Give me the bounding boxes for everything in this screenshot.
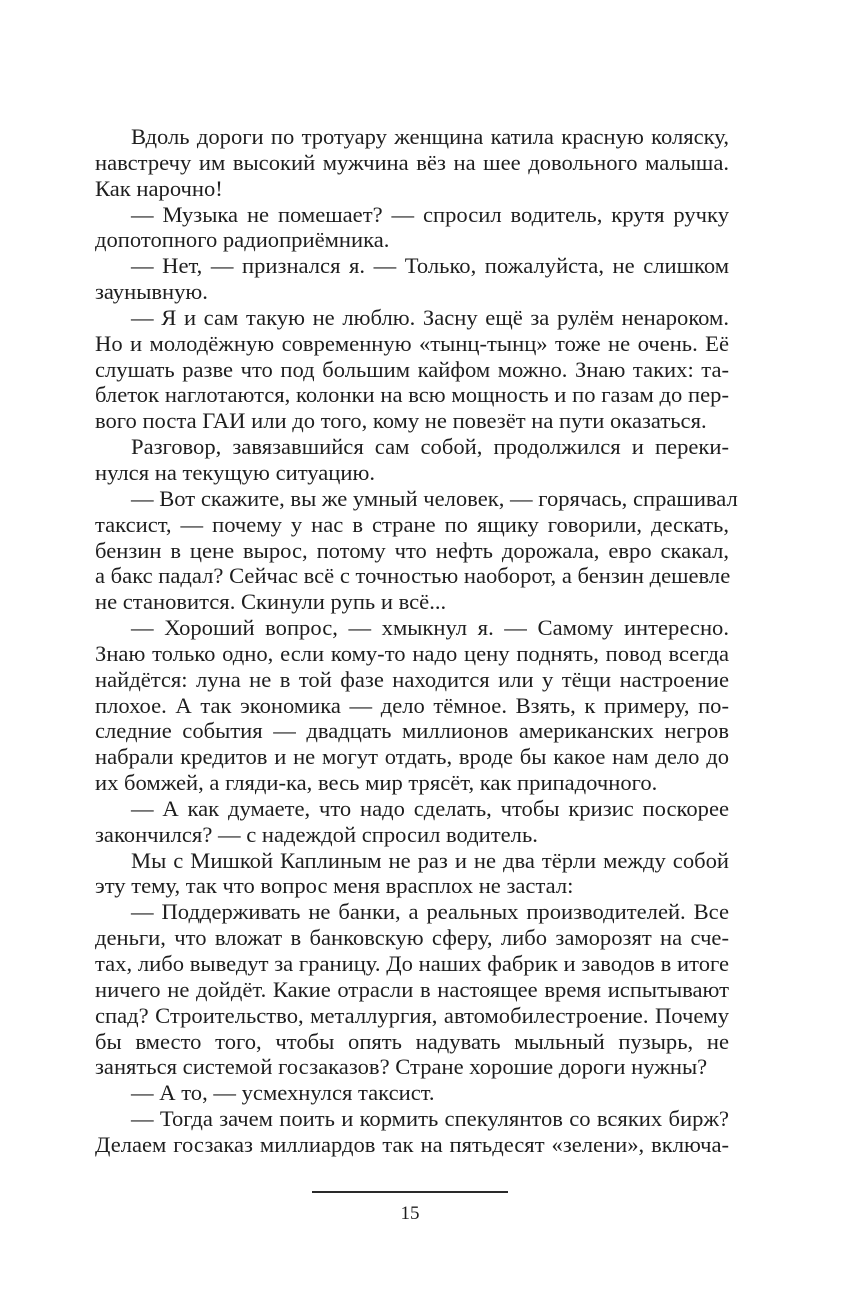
text-line: — Нет, — признался я. — Только, пожалуйста, не слишком bbox=[131, 253, 729, 279]
text-line: слушать разве что под большим кайфом можно. Знаю таких: та- bbox=[95, 356, 729, 382]
text-line: — Музыка не помешает? — спросил водитель, крутя ручку bbox=[131, 201, 729, 227]
text-line: — Поддерживать не банки, а реальных производителей. Все bbox=[131, 899, 729, 925]
text-line: закончился? — с надеждой спросил водитель. bbox=[95, 821, 538, 847]
footer-divider bbox=[312, 1191, 508, 1193]
text-line: Но и молодёжную современную «тынц-тынц» тоже не очень. Её bbox=[95, 330, 729, 356]
text-line: Как нарочно! bbox=[95, 175, 223, 201]
text-line: — Я и сам такую не люблю. Засну ещё за рулём ненароком. bbox=[131, 304, 729, 330]
text-line: вого поста ГАИ или до того, кому не повезёт на пути оказаться. bbox=[95, 408, 707, 434]
text-line: — Вот скажите, вы же умный человек, — горячась, спрашивал bbox=[131, 485, 738, 511]
text-line: не становится. Скинули рупь и всё... bbox=[95, 589, 447, 615]
text-line: — Тогда зачем поить и кормить спекулянтов со всяких бирж? bbox=[131, 1106, 729, 1132]
text-line: Мы с Мишкой Каплиным не раз и не два тёрли между собой bbox=[131, 847, 729, 873]
text-line: найдётся: луна не в той фазе находится или у тёщи настроение bbox=[95, 666, 729, 692]
text-line: Разговор, завязавшийся сам собой, продолжился и переки- bbox=[131, 434, 729, 460]
page-number: 15 bbox=[400, 1203, 420, 1224]
text-line: заунывную. bbox=[95, 279, 208, 305]
text-line: тах, либо выведут за границу. До наших фабрик и заводов в итоге bbox=[95, 951, 729, 976]
body-text bbox=[95, 124, 738, 1158]
text-line: спад? Строительство, металлургия, автомобилестроение. Почему bbox=[95, 1002, 729, 1028]
text-line: Делаем госзаказ миллиардов так на пятьдесят «зелени», включа- bbox=[95, 1131, 729, 1157]
text-line: — А как думаете, что надо сделать, чтобы кризис поскорее bbox=[131, 795, 729, 821]
text-line: — А то, — усмехнулся таксист. bbox=[131, 1080, 435, 1106]
text-line: а бакс падал? Сейчас всё с точностью наоборот, а бензин дешевле bbox=[95, 563, 731, 589]
text-line: допотопного радиоприёмника. bbox=[95, 227, 390, 253]
text-line: деньги, что вложат в банковскую сферу, либо заморозят на сче- bbox=[95, 925, 729, 951]
text-line: блеток наглотаются, колонки на всю мощность и по газам до пер- bbox=[95, 382, 729, 408]
text-line: навстречу им высокий мужчина вёз на шее довольного малыша. bbox=[95, 149, 729, 175]
text-line: бензин в цене вырос, потому что нефть дорожала, евро скакал, bbox=[95, 537, 729, 563]
text-line: плохое. А так экономика — дело тёмное. Взять, к примеру, по- bbox=[95, 692, 729, 718]
text-line: бы вместо того, чтобы опять надувать мыльный пузырь, не bbox=[95, 1028, 729, 1054]
text-line: нулся на текущую ситуацию. bbox=[95, 459, 376, 485]
text-line: Вдоль дороги по тротуару женщина катила красную коляску, bbox=[131, 124, 729, 149]
text-line: Знаю только одно, если кому-то надо цену поднять, повод всегда bbox=[95, 640, 729, 666]
text-line: эту тему, так что вопрос меня врасплох не застал: bbox=[95, 873, 574, 899]
text-line: набрали кредитов и не могут отдать, вроде бы какое нам дело до bbox=[95, 744, 729, 770]
text-line: таксист, — почему у нас в стране по ящику говорили, дескать, bbox=[95, 511, 729, 537]
text-line: следние события — двадцать миллионов американских негров bbox=[95, 718, 729, 744]
text-line: — Хороший вопрос, — хмыкнул я. — Самому интересно. bbox=[131, 615, 729, 641]
text-line: их бомжей, а гляди-ка, весь мир трясёт, как припадочного. bbox=[95, 770, 658, 796]
text-line: ничего не дойдёт. Какие отрасли в настоящее время испытывают bbox=[95, 976, 729, 1002]
text-line: заняться системой госзаказов? Стране хорошие дороги нужны? bbox=[95, 1054, 708, 1080]
